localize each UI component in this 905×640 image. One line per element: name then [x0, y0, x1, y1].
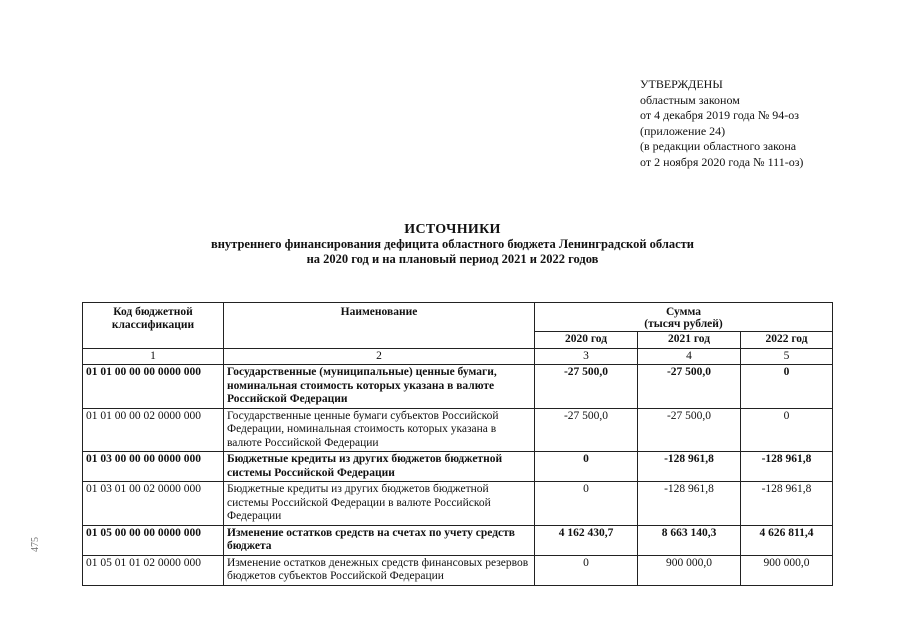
row-code: 01 05 00 00 00 0000 000 — [83, 525, 224, 555]
column-number: 1 — [83, 348, 224, 365]
row-code: 01 01 00 00 02 0000 000 — [83, 408, 224, 452]
approval-line: (в редакции областного закона — [640, 139, 797, 153]
row-value-2022: 0 — [741, 365, 833, 409]
row-code: 01 05 01 01 02 0000 000 — [83, 555, 224, 585]
row-code: 01 01 00 00 00 0000 000 — [83, 365, 224, 409]
header-sum-unit: (тысяч рублей) — [644, 318, 723, 330]
table-row — [83, 365, 833, 409]
table-row — [83, 555, 833, 585]
approval-line: (приложение 24) — [640, 123, 726, 138]
row-value-2021: -128 961,8 — [638, 482, 741, 526]
row-value-2022: 900 000,0 — [741, 555, 833, 585]
row-code: 01 03 00 00 00 0000 000 — [83, 452, 224, 482]
column-number: 3 — [535, 348, 638, 365]
approval-line: УТВЕРЖДЕНЫ — [640, 77, 723, 91]
table-row — [83, 525, 833, 555]
row-value-2022: -128 961,8 — [741, 452, 833, 482]
row-name: Бюджетные кредиты из других бюджетов бюджетной системы Российской Федерации в валюте Российской Федерации — [224, 482, 535, 526]
column-number: 5 — [741, 348, 833, 365]
column-number: 2 — [224, 348, 535, 365]
row-name: Государственные ценные бумаги субъектов Российской Федерации, номинальная стоимость которых указана в валюте Российской Федерации — [224, 408, 535, 452]
row-value-2021: 8 663 140,3 — [638, 525, 741, 555]
document-title — [0, 222, 905, 267]
row-value-2022: 0 — [741, 408, 833, 452]
title-main: ИСТОЧНИКИ — [404, 222, 501, 237]
header-year-2022: 2022 год — [741, 332, 833, 349]
row-value-2021: -128 961,8 — [638, 452, 741, 482]
approval-block — [640, 77, 803, 170]
table-row — [83, 452, 833, 482]
row-value-2020: 0 — [535, 452, 638, 482]
header-year-2021: 2021 год — [638, 332, 741, 349]
row-name: Изменение остатков денежных средств финансовых резервов бюджетов субъектов Российской Федерации — [224, 555, 535, 585]
row-value-2021: 900 000,0 — [638, 555, 741, 585]
header-sum-title: Сумма — [666, 306, 701, 318]
row-value-2021: -27 500,0 — [638, 365, 741, 409]
table-row — [83, 408, 833, 452]
sources-table — [82, 302, 833, 586]
row-value-2020: 4 162 430,7 — [535, 525, 638, 555]
approval-line: от 2 ноября 2020 года № 111-оз) — [640, 154, 804, 169]
column-number: 4 — [638, 348, 741, 365]
title-subtitle: внутреннего финансирования дефицита областного бюджета Ленинградской области — [210, 237, 695, 251]
row-value-2020: -27 500,0 — [535, 365, 638, 409]
table-row — [83, 482, 833, 526]
approval-line: областным законом — [640, 92, 740, 107]
row-name: Государственные (муниципальные) ценные бумаги, номинальная стоимость которых указана в валюте Российской Федерации — [224, 365, 535, 409]
header-code: Код бюджетной классификации — [83, 303, 224, 349]
row-code: 01 03 01 00 02 0000 000 — [83, 482, 224, 526]
header-sum — [535, 303, 833, 332]
row-value-2020: 0 — [535, 555, 638, 585]
header-row — [83, 303, 833, 332]
row-value-2021: -27 500,0 — [638, 408, 741, 452]
column-number-row — [83, 348, 833, 365]
row-name: Бюджетные кредиты из других бюджетов бюджетной системы Российской Федерации — [224, 452, 535, 482]
row-value-2020: -27 500,0 — [535, 408, 638, 452]
margin-page-stamp: 475 — [30, 537, 41, 552]
row-value-2022: -128 961,8 — [741, 482, 833, 526]
approval-line: от 4 декабря 2019 года № 94-оз — [640, 108, 800, 122]
title-subtitle: на 2020 год и на плановый период 2021 и 2022 годов — [306, 252, 599, 266]
row-value-2020: 0 — [535, 482, 638, 526]
row-name: Изменение остатков средств на счетах по учету средств бюджета — [224, 525, 535, 555]
header-year-2020: 2020 год — [535, 332, 638, 349]
header-name: Наименование — [224, 303, 535, 349]
row-value-2022: 4 626 811,4 — [741, 525, 833, 555]
